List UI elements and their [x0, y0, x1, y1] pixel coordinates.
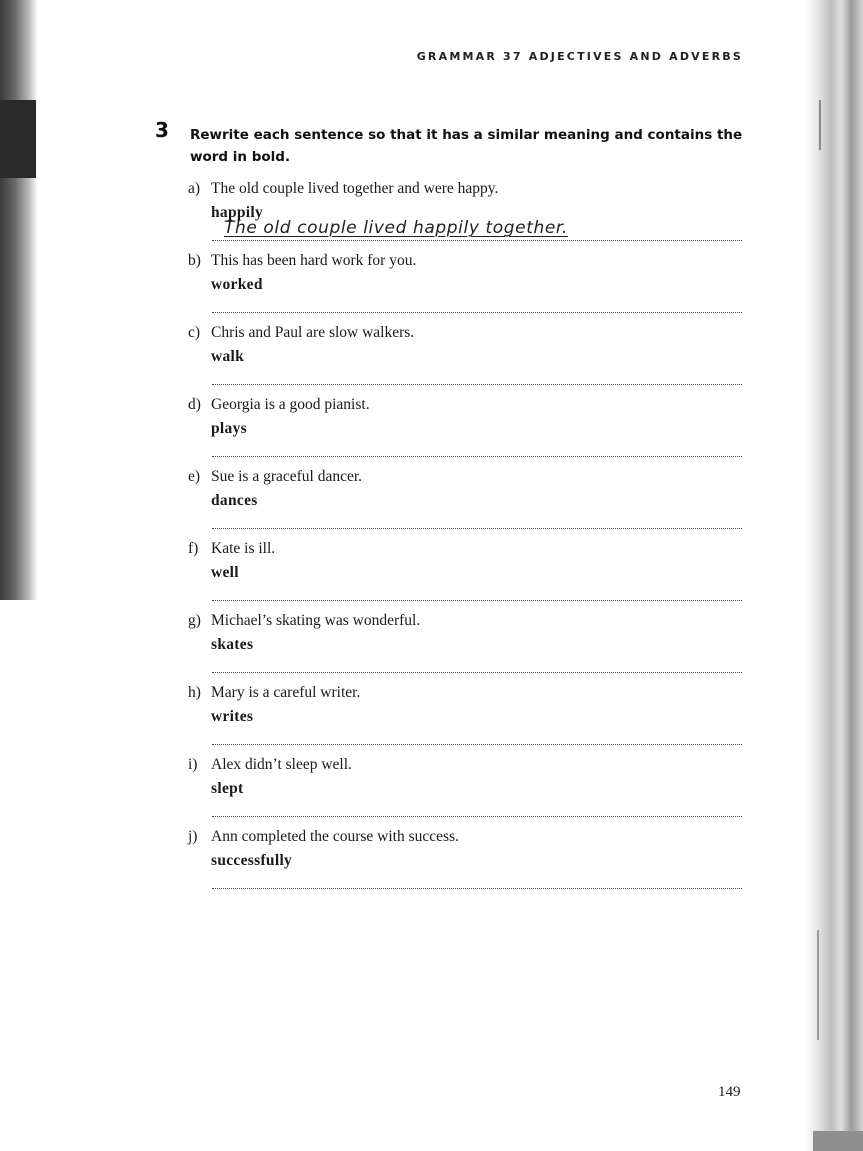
- instruction-bold-word: bold: [251, 149, 285, 165]
- item-letter: a): [188, 180, 201, 197]
- item-sentence: Michael’s skating was wonderful.: [211, 612, 421, 629]
- item-sentence: This has been hard work for you.: [211, 252, 417, 269]
- page-binding-dark-strip: [0, 100, 36, 178]
- exercise-item-a: [188, 178, 744, 250]
- exercise-item-f: [188, 538, 744, 610]
- exercise-item-e: [188, 466, 744, 538]
- page-number: 149: [718, 1084, 741, 1100]
- item-letter: g): [188, 612, 201, 629]
- exercise-instruction: [190, 124, 750, 168]
- item-letter: j): [188, 828, 198, 845]
- exercise-item-i: [188, 754, 744, 826]
- answer-dotted-line[interactable]: [212, 816, 742, 817]
- answer-dotted-line[interactable]: [212, 528, 742, 529]
- exercise-item-b: [188, 250, 744, 322]
- item-handwritten-answer: The old couple lived happily together.: [224, 218, 568, 238]
- page-corner-shadow: [813, 1131, 863, 1151]
- item-keyword: worked: [211, 276, 263, 293]
- answer-dotted-line[interactable]: [212, 744, 742, 745]
- item-sentence: Ann completed the course with success.: [211, 828, 459, 845]
- page-right-edge-mark-lower: [817, 930, 819, 1040]
- page-right-edge-mark: [819, 100, 821, 150]
- item-sentence: Georgia is a good pianist.: [211, 396, 370, 413]
- item-sentence: The old couple lived together and were happy.: [211, 180, 499, 197]
- item-letter: h): [188, 684, 201, 701]
- item-keyword: well: [211, 564, 239, 581]
- item-letter: d): [188, 396, 201, 413]
- running-head: GRAMMAR 37 ADJECTIVES AND ADVERBS: [416, 50, 743, 63]
- exercise-item-c: [188, 322, 744, 394]
- answer-dotted-line[interactable]: [212, 312, 742, 313]
- answer-dotted-line[interactable]: [212, 384, 742, 385]
- instruction-text: Rewrite each sentence so that it has a similar meaning and contains the word in: [190, 127, 743, 165]
- item-keyword: walk: [211, 348, 245, 365]
- item-sentence: Kate is ill.: [211, 540, 276, 557]
- exercise-item-g: [188, 610, 744, 682]
- item-letter: i): [188, 756, 198, 773]
- exercise-items: [188, 178, 744, 898]
- item-letter: f): [188, 540, 199, 557]
- item-keyword: writes: [211, 708, 254, 725]
- item-sentence: Chris and Paul are slow walkers.: [211, 324, 415, 341]
- item-sentence: Sue is a graceful dancer.: [211, 468, 363, 485]
- exercise-number: 3: [155, 118, 169, 142]
- item-keyword: dances: [211, 492, 258, 509]
- exercise-item-d: [188, 394, 744, 466]
- item-keyword: slept: [211, 780, 244, 797]
- instruction-end: .: [284, 149, 291, 165]
- item-sentence: Alex didn’t sleep well.: [211, 756, 352, 773]
- item-keyword: plays: [211, 420, 247, 437]
- item-keyword: happily: [211, 204, 264, 221]
- item-letter: b): [188, 252, 201, 269]
- item-letter: e): [188, 468, 201, 485]
- answer-dotted-line[interactable]: [212, 240, 742, 241]
- answer-dotted-line[interactable]: [212, 672, 742, 673]
- answer-dotted-line[interactable]: [212, 888, 742, 889]
- answer-dotted-line[interactable]: [212, 456, 742, 457]
- page-binding-shadow: [0, 0, 38, 600]
- exercise-item-h: [188, 682, 744, 754]
- item-keyword: skates: [211, 636, 254, 653]
- page-right-edge: [805, 0, 863, 1151]
- exercise-item-j: [188, 826, 744, 898]
- item-letter: c): [188, 324, 201, 341]
- item-keyword: successfully: [211, 852, 293, 869]
- item-sentence: Mary is a careful writer.: [211, 684, 361, 701]
- answer-dotted-line[interactable]: [212, 600, 742, 601]
